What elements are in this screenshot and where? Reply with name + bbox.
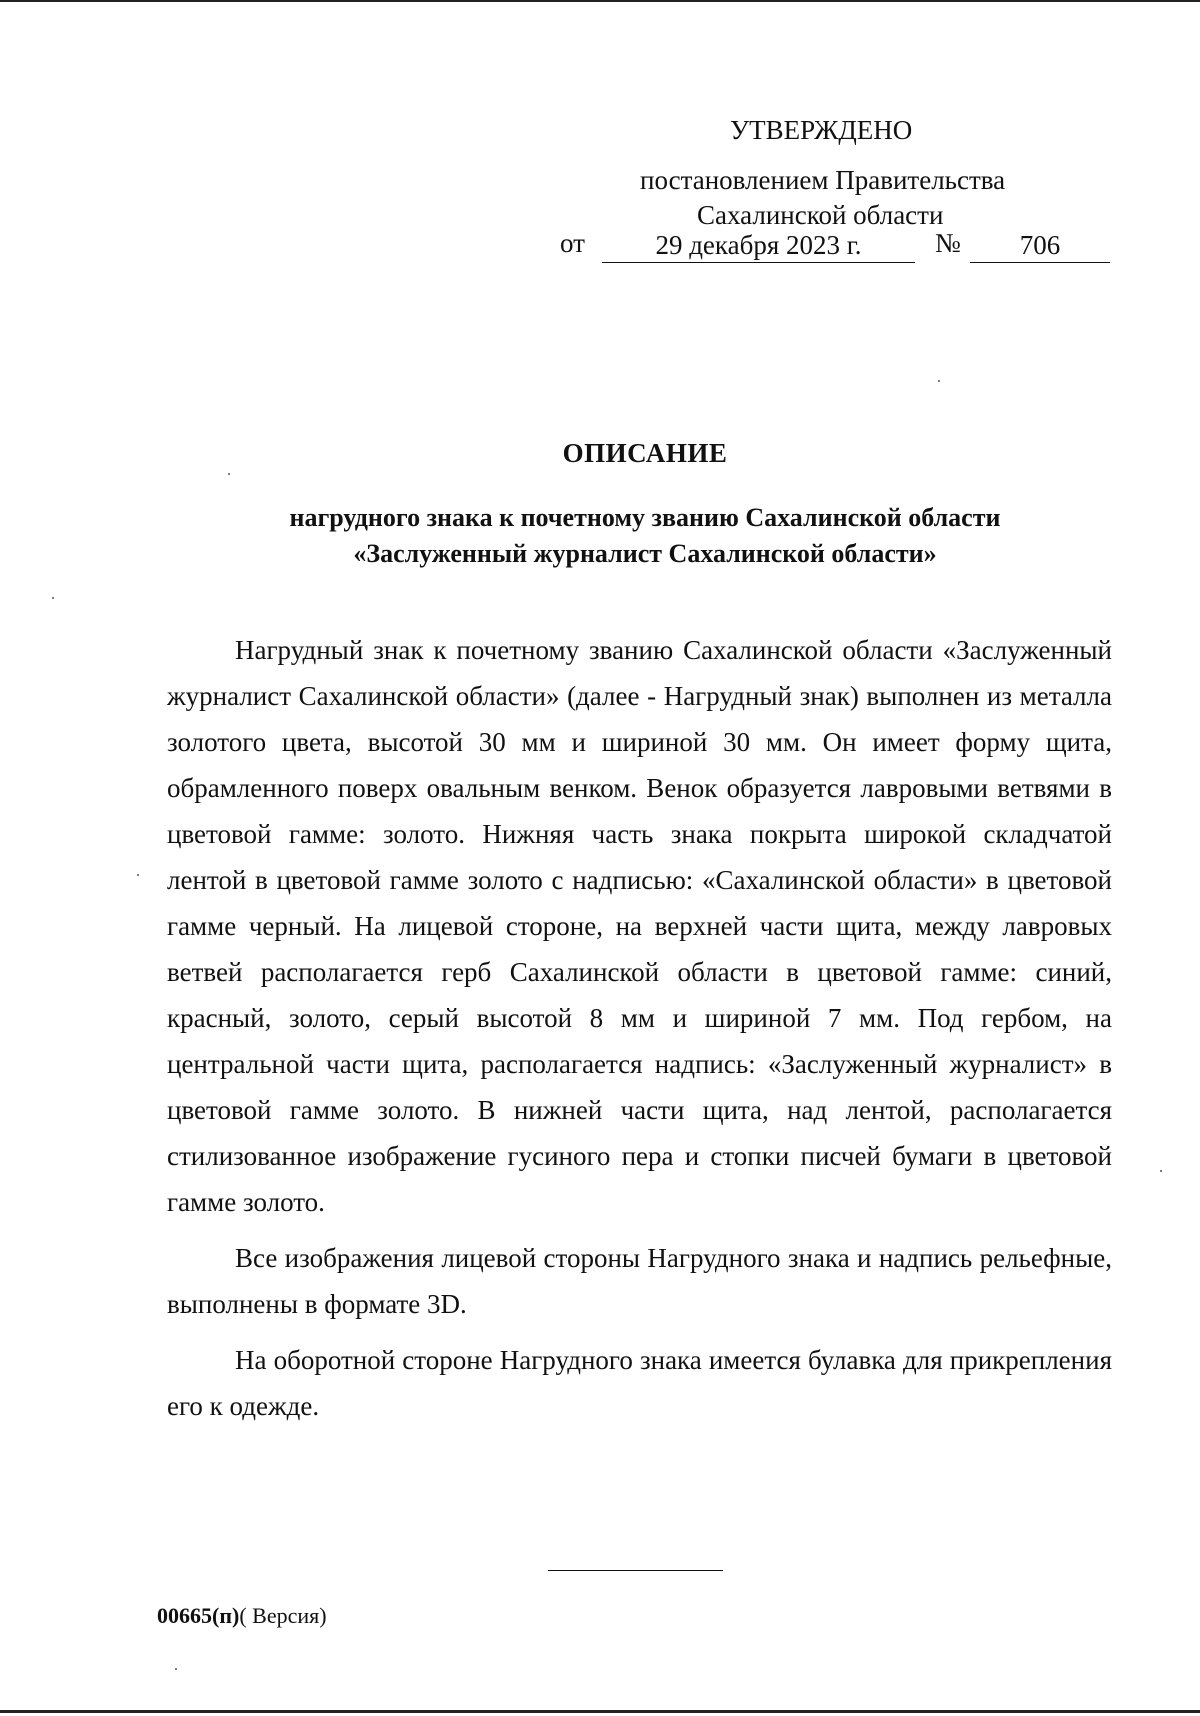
footer-code: 00665(п) xyxy=(157,1603,240,1628)
from-label: от xyxy=(560,228,585,258)
approval-authority-line2: Сахалинской области xyxy=(697,200,944,230)
document-title: ОПИСАНИЕ xyxy=(562,438,728,468)
document-body xyxy=(167,627,1112,1439)
document-subtitle xyxy=(240,500,1050,572)
footer-document-code xyxy=(157,1603,327,1629)
paragraph-relief: Все изображения лицевой стороны Нагрудного знака и надпись рельефные, выполнены в формате 3D. xyxy=(167,1243,1112,1319)
scan-speck xyxy=(1160,1170,1162,1172)
footer-version: ( Версия) xyxy=(239,1603,327,1628)
subtitle-line-2: «Заслуженный журналист Сахалинской области» xyxy=(353,539,937,568)
closing-separator-line xyxy=(548,1570,723,1571)
number-label: № xyxy=(935,228,961,258)
paragraph-reverse-side: На оборотной стороне Нагрудного знака имеется булавка для прикрепления его к одежде. xyxy=(167,1345,1112,1421)
scan-speck xyxy=(137,874,139,876)
approval-number: 706 xyxy=(970,228,1110,263)
scan-speck xyxy=(52,597,54,599)
paragraph-description: Нагрудный знак к почетному званию Сахалинской области «Заслуженный журналист Сахалинской области» (далее - Нагрудный знак) выполнен из металла золотого цвета, высотой 30 мм и шириной 30 мм. Он имеет форму щита, обрамленного поверх овальным венком. Венок образуется лавровыми ветвями в цветовой гамме: золото. Нижняя часть знака покрыта широкой складчатой лентой в цветовой гамме золото с надписью: «Сахалинской области» в цветовой гамме черный. На лицевой стороне, на верхней части щита, между лавровых ветвей располагается герб Сахалинской области в цветовой гамме: синий, красный, золото, серый высотой 8 мм и шириной 7 мм. Под гербом, на центральной части щита, располагается надпись: «Заслуженный журналист» в цветовой гамме золото. В нижней части щита, над лентой, располагается стилизованное изображение гусиного пера и стопки писчей бумаги в цветовой гамме золото. xyxy=(167,635,1112,1217)
scan-speck xyxy=(175,1668,177,1670)
scan-bottom-edge xyxy=(0,1710,1200,1713)
approval-authority-line1: постановлением Правительства xyxy=(640,165,1006,195)
scan-speck xyxy=(938,380,940,382)
approval-title: УТВЕРЖДЕНО xyxy=(730,115,913,145)
subtitle-line-1: нагрудного знака к почетному званию Сахалинской области xyxy=(289,503,1001,532)
scan-top-edge xyxy=(0,0,1200,2)
approval-date-row xyxy=(560,228,1120,268)
approval-date: 29 декабря 2023 г. xyxy=(602,228,915,263)
scan-speck xyxy=(228,473,230,475)
